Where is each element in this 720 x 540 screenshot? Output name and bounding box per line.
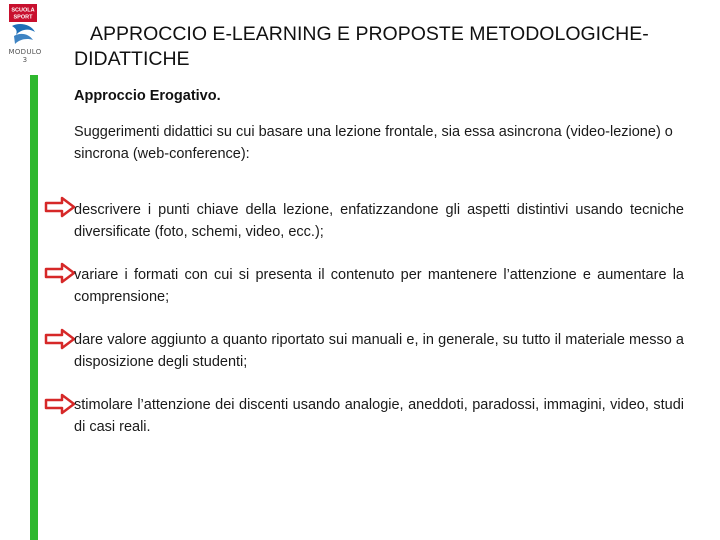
arrow-bullet-icon bbox=[44, 328, 76, 350]
svg-text:SCUOLA: SCUOLA bbox=[11, 7, 35, 14]
accent-bar bbox=[30, 75, 38, 540]
title-line-1: APPROCCIO E-LEARNING E PROPOSTE METODOLOGICHE- bbox=[90, 23, 649, 45]
bullet-item: descrivere i punti chiave della lezione, enfatizzandone gli aspetti distintivi usando tecniche diversificate (foto, schemi, video, ecc.); bbox=[74, 202, 684, 240]
title-line-2: DIDATTICHE bbox=[74, 48, 190, 70]
bullet-item: variare i formati con cui si presenta il contenuto per mantenere l’attenzione e aumentare la comprensione; bbox=[74, 267, 684, 305]
module-label: MODULO 3 bbox=[8, 48, 42, 64]
arrow-bullet-icon bbox=[44, 262, 76, 284]
scuola-sport-logo bbox=[9, 4, 37, 46]
section-subtitle: Approccio Erogativo. bbox=[74, 88, 221, 104]
svg-text:SPORT: SPORT bbox=[13, 14, 33, 21]
bullet-item: dare valore aggiunto a quanto riportato sui manuali e, in generale, su tutto il materiale messo a disposizione degli studenti; bbox=[74, 332, 684, 370]
intro-paragraph: Suggerimenti didattici su cui basare una lezione frontale, sia essa asincrona (video-lezione) o sincrona (web-conference): bbox=[74, 124, 673, 162]
arrow-bullet-icon bbox=[44, 196, 76, 218]
bullet-item: stimolare l’attenzione dei discenti usando analogie, aneddoti, paradossi, immagini, video, studi di casi reali. bbox=[74, 397, 684, 435]
page-title bbox=[74, 22, 699, 72]
arrow-bullet-icon bbox=[44, 393, 76, 415]
